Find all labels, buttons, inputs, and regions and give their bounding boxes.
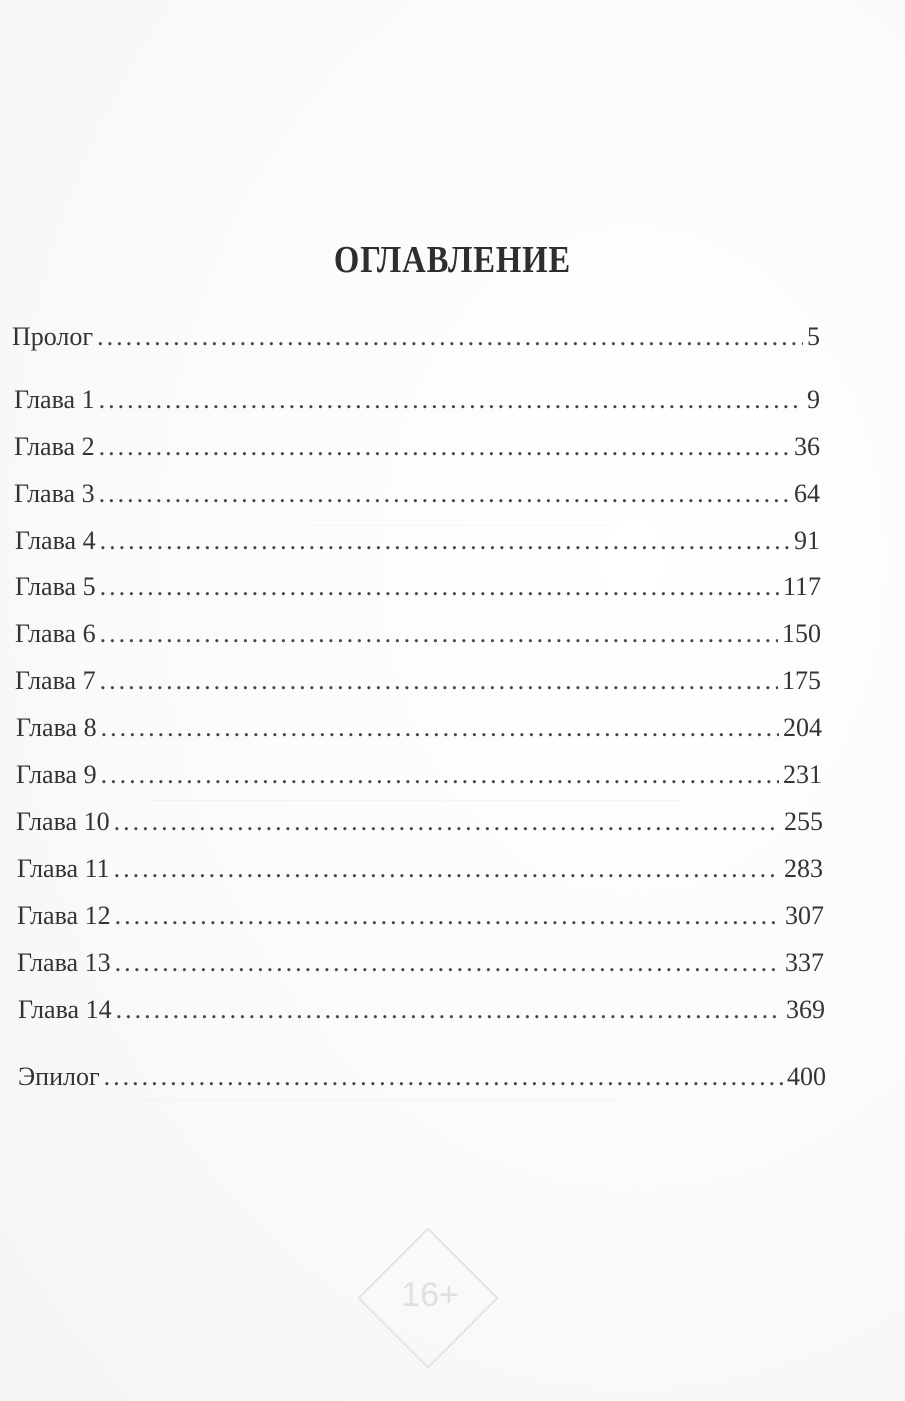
dot-leader xyxy=(116,995,782,1025)
toc-entry-epilogue xyxy=(18,1062,826,1092)
toc-entry-label: Глава 11 xyxy=(17,854,110,883)
toc-entry-label: Глава 5 xyxy=(15,572,96,601)
toc-entry-chapter-4 xyxy=(15,526,820,556)
toc-entry-chapter-5 xyxy=(15,572,821,602)
toc-entry-label: Пролог xyxy=(12,322,94,351)
toc-entry-label: Глава 1 xyxy=(14,385,95,414)
toc-entry-page: 117 xyxy=(782,572,821,601)
toc-entry-label: Глава 13 xyxy=(17,948,111,977)
toc-entry-label: Глава 8 xyxy=(16,713,97,742)
toc-entry-chapter-11 xyxy=(17,854,823,884)
toc-entry-page: 175 xyxy=(782,666,821,695)
page-title: ОГЛАВЛЕНИЕ xyxy=(333,239,572,281)
dot-leader xyxy=(100,666,778,696)
toc-entry-label: Глава 7 xyxy=(15,666,96,695)
age-rating-badge: 16+ xyxy=(401,1276,459,1314)
toc-entry-page: 255 xyxy=(784,807,823,836)
toc-entry-page: 5 xyxy=(807,322,820,351)
toc-entry-chapter-8 xyxy=(16,713,822,743)
toc-entry-label: Глава 3 xyxy=(14,479,95,508)
toc-entry-chapter-7 xyxy=(15,666,821,696)
toc-entry-page: 204 xyxy=(783,713,822,742)
toc-entry-page: 307 xyxy=(785,901,824,930)
dot-leader xyxy=(97,322,803,352)
toc-entry-page: 337 xyxy=(785,948,824,977)
dot-leader xyxy=(100,526,790,556)
toc-entry-chapter-2 xyxy=(14,432,820,462)
toc-entry-label: Глава 12 xyxy=(17,901,111,930)
toc-entry-chapter-9 xyxy=(16,760,822,790)
toc-entry-chapter-6 xyxy=(15,619,821,649)
toc-entry-chapter-12 xyxy=(17,901,824,931)
dot-leader xyxy=(115,948,781,978)
dot-leader xyxy=(100,619,778,649)
toc-entry-chapter-10 xyxy=(16,807,823,837)
toc-entry-page: 91 xyxy=(794,526,820,555)
toc-entry-chapter-14 xyxy=(18,995,825,1025)
dot-leader xyxy=(99,479,790,509)
toc-entry-label: Глава 14 xyxy=(18,995,112,1024)
dot-leader xyxy=(100,572,779,602)
toc-entry-page: 369 xyxy=(786,995,825,1024)
toc-entry-page: 231 xyxy=(783,760,822,789)
toc-entry-label: Глава 9 xyxy=(16,760,97,789)
toc-entry-chapter-13 xyxy=(17,948,824,978)
dot-leader xyxy=(114,854,780,884)
toc-entry-label: Эпилог xyxy=(18,1062,100,1091)
dot-leader xyxy=(101,713,779,743)
dot-leader xyxy=(115,901,781,931)
toc-entry-label: Глава 6 xyxy=(15,619,96,648)
toc-entry-page: 9 xyxy=(807,385,820,414)
toc-entry-chapter-3 xyxy=(14,479,820,509)
toc-entry-label: Глава 2 xyxy=(14,432,95,461)
toc-entry-page: 150 xyxy=(782,619,821,648)
toc-entry-chapter-1 xyxy=(14,385,820,415)
dot-leader xyxy=(101,760,779,790)
toc-entry-page: 283 xyxy=(784,854,823,883)
toc-entry-page: 400 xyxy=(787,1062,826,1091)
dot-leader xyxy=(114,807,780,837)
dot-leader xyxy=(99,432,790,462)
toc-entry-page: 36 xyxy=(794,432,820,461)
toc-entry-label: Глава 4 xyxy=(15,526,96,555)
dot-leader xyxy=(104,1062,783,1092)
dot-leader xyxy=(99,385,803,415)
toc-entry-page: 64 xyxy=(794,479,820,508)
toc-entry-label: Глава 10 xyxy=(16,807,110,836)
toc-entry-prologue xyxy=(12,322,820,352)
